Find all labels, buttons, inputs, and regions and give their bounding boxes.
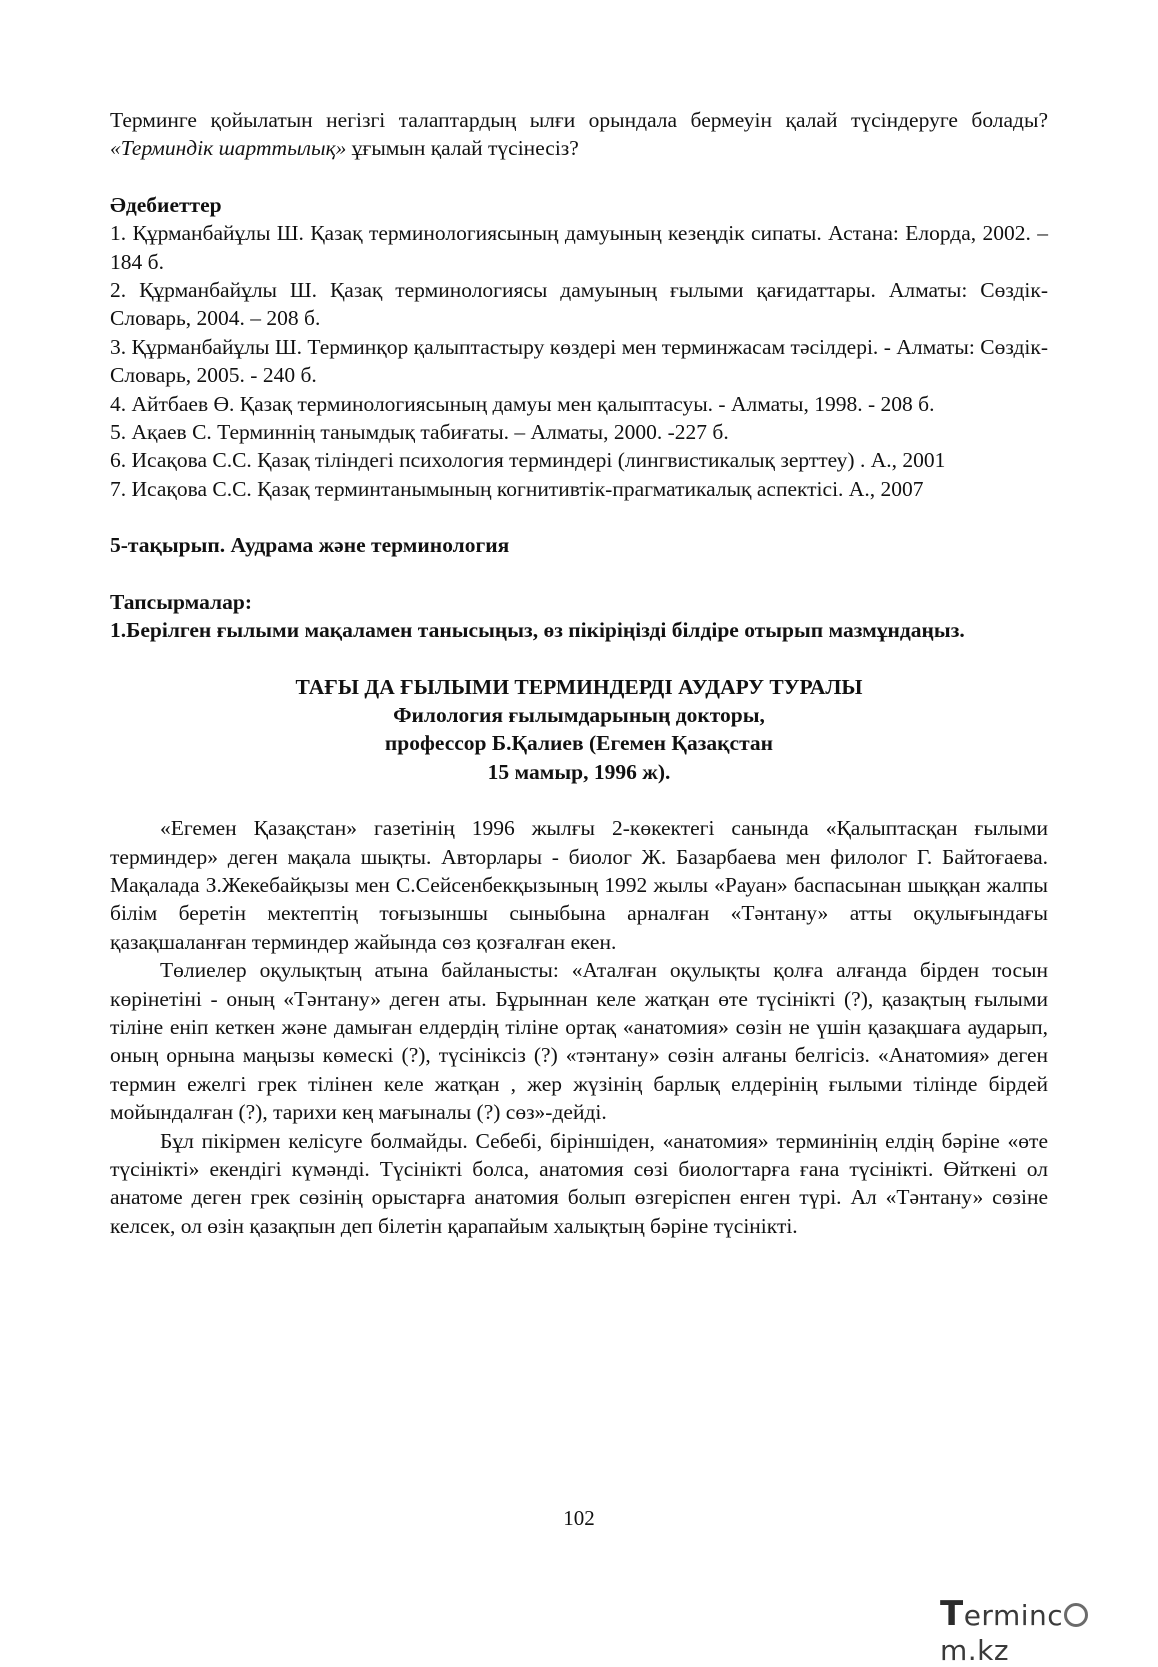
reference-item: 2. Құрманбайұлы Ш. Қазақ терминологиясы дамуының ғылыми қағидаттары. Алматы: Сөздік-Словарь, 2004. – 208 б. (110, 278, 1048, 331)
intro-italic-term: «Терминдік шарттылық» (110, 136, 347, 161)
article-paragraph: Бұл пікірмен келісуге болмайды. Себебі, біріншіден, «анатомия» терминінің елдің бәріне «өте түсінікті» екендігі күмәнді. Түсінікті болса, анатомия сөзі биологтарға ғана түсінікті. Өйткені ол анатоме деген грек сөзінің орыстарға анатомия болып өзгеріспен енген түрі. Ал «Тәнтану» сөзіне келсек, ол өзін қазақпын деп білетін қарапайым халықтың бәріне түсінікті. (110, 1128, 1048, 1238)
intro-text-end: ұғымын қалай түсінесіз? (346, 136, 579, 161)
document-page (110, 106, 1048, 1240)
references-heading: Әдебиеттер (110, 192, 222, 217)
article-date-line: 15 мамыр, 1996 ж). (487, 759, 671, 784)
page-number: 102 (563, 1506, 595, 1530)
article-author-line: Филология ғылымдарының докторы, (393, 702, 765, 727)
topic-title: 5-тақырып. Аудрама және терминология (110, 533, 510, 558)
task-item: 1.Берілген ғылыми мақаламен танысыңыз, өз пікіріңізді білдіре отырып мазмұндаңыз. (110, 618, 965, 643)
reference-item: 7. Исақова С.С. Қазақ терминтанымының когнитивтік-прагматикалық аспектісі. А., 2007 (110, 476, 924, 501)
logo-text: erminc (963, 1599, 1064, 1632)
logo-domain: m.kz (940, 1634, 1010, 1667)
reference-item: 4. Айтбаев Ө. Қазақ терминологиясының дамуы мен қалыптасуы. - Алматы, 1998. - 208 б. (110, 391, 935, 416)
article-paragraph: Төлиелер оқулықтың атына байланысты: «Аталған оқулықты қолға алғанда бірден тосын көрінетіні - оның «Тәнтану» деген аты. Бұрыннан келе жатқан өте түсінікті (?), қазақтың ғылыми тіліне еніп кеткен және дамыған елдердің тіліне ортақ «анатомия» сөзін не үшін қазақшаға аударып, оның орнына маңызы көмескі (?), түсініксіз (?) «тәнтану» сөзін алғаны белгісіз. «Анатомия» деген термин ежелгі грек тілінен келе жатқан , жер жүзінің барлық елдерінің ғылыми тілінде бірдей мойындалған (?), тарихи кең мағыналы (?) сөз»-дейді. (110, 958, 1048, 1125)
intro-text: Терминге қойылатын негізгі талаптардың ылғи орындала бермеуін қалай түсіндеруге болады? (110, 108, 1048, 132)
termincom-logo (940, 1594, 1158, 1667)
article-title: ТАҒЫ ДА ҒЫЛЫМИ ТЕРМИНДЕРДІ АУДАРУ ТУРАЛЫ (295, 674, 863, 699)
tasks-heading: Тапсырмалар: (110, 589, 252, 614)
article-paragraph: «Егемен Қазақстан» газетінің 1996 жылғы 2-көкектегі санында «Қалыптасқан ғылыми терминдер» деген мақала шықты. Авторлары - биолог Ж. Базарбаева мен филолог Г. Байтоғаева. Мақалада З.Жекебайқызы мен С.Сейсенбекқызының 1992 жылы «Рауан» баспасынан шыққан жалпы білім беретін мектептің тоғызыншы сыныбына арналған «Тәнтану» атты оқулығындағы қазақшаланған терминдер жайында сөз қозғалған екен. (110, 816, 1048, 954)
logo-letter-t: T (940, 1594, 964, 1634)
logo-circle-icon (1064, 1603, 1088, 1627)
intro-question (110, 106, 1048, 163)
reference-item: 6. Исақова С.С. Қазақ тіліндегі психология терминдері (лингвистикалық зерттеу) . А., 2001 (110, 448, 946, 473)
reference-item: 1. Құрманбайұлы Ш. Қазақ терминологиясының дамуының кезеңдік сипаты. Астана: Елорда, 2002. – 184 б. (110, 221, 1048, 274)
reference-item: 5. Ақаев С. Терминнің танымдық табиғаты. – Алматы, 2000. -227 б. (110, 420, 729, 445)
reference-item: 3. Құрманбайұлы Ш. Терминқор қалыптастыру көздері мен терминжасам тәсілдері. - Алматы: Сөздік-Словарь, 2005. - 240 б. (110, 334, 1048, 388)
article-author-line: профессор Б.Қалиев (Егемен Қазақстан (384, 731, 774, 756)
